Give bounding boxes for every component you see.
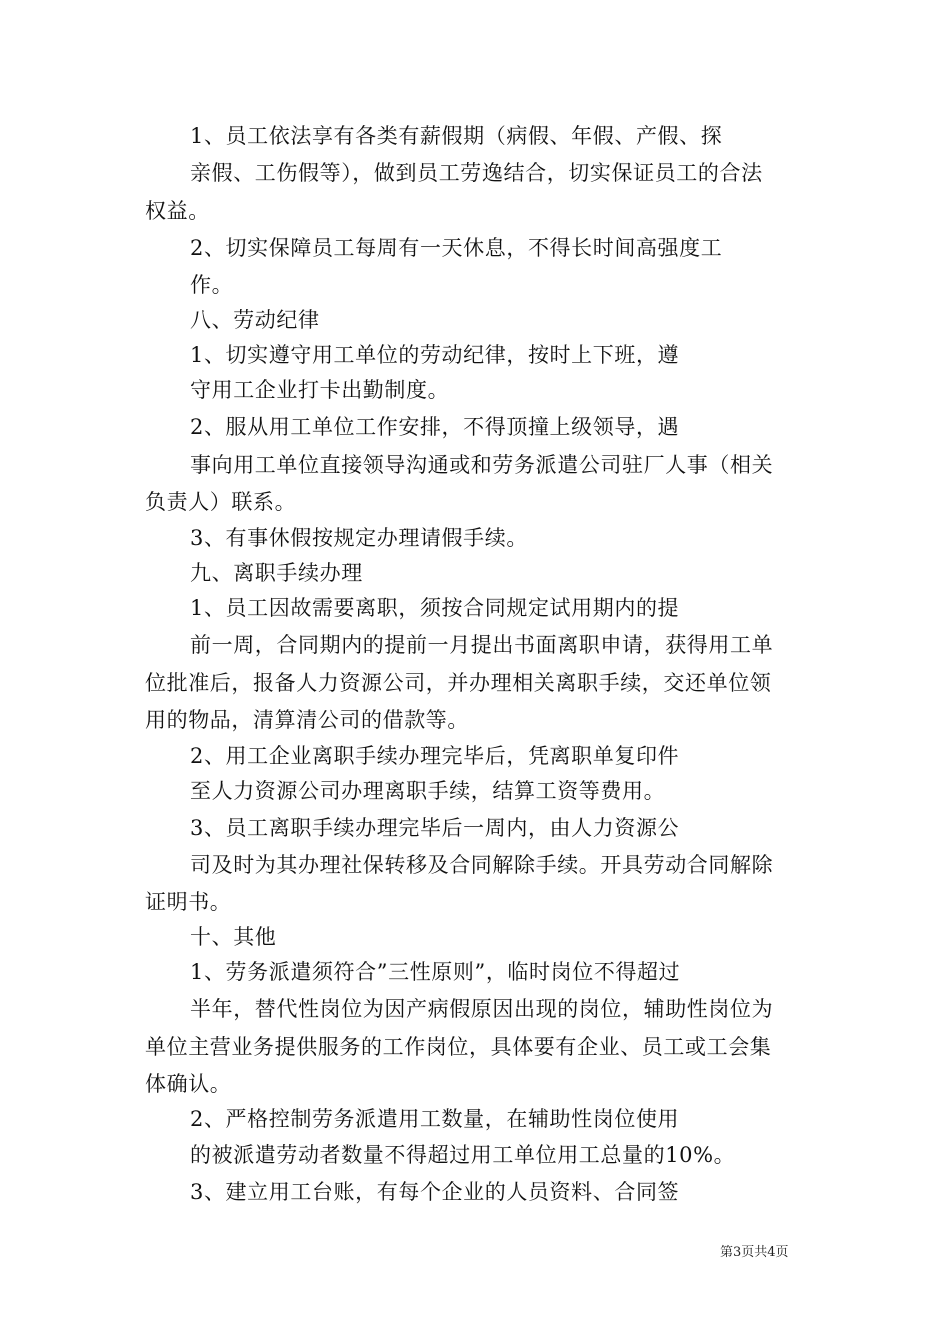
text-line: 1、员工因故需要离职，须按合同规定试用期内的提 [190, 596, 680, 620]
text-line: 作。 [190, 273, 234, 297]
text-line: 负责人）联系。 [145, 490, 297, 514]
text-line: 证明书。 [145, 890, 232, 914]
text-line: 权益。 [145, 199, 210, 223]
text-line: 司及时为其办理社保转移及合同解除手续。开具劳动合同解除 [190, 853, 774, 877]
text-line: 体确认。 [145, 1072, 232, 1096]
text-line: 单位主营业务提供服务的工作岗位，具体要有企业、员工或工会集 [145, 1035, 772, 1059]
text-line: 亲假、工伤假等），做到员工劳逸结合，切实保证员工的合法 [190, 161, 763, 185]
text-line: 至人力资源公司办理离职手续，结算工资等费用。 [190, 779, 666, 803]
text-line: 位批准后，报备人力资源公司，并办理相关离职手续，交还单位领 [145, 671, 772, 695]
text-line: 1、切实遵守用工单位的劳动纪律，按时上下班，遵 [190, 343, 680, 367]
text-line: 2、严格控制劳务派遣用工数量，在辅助性岗位使用 [190, 1107, 680, 1131]
text-line: 2、切实保障员工每周有一天休息，不得长时间高强度工 [190, 236, 723, 260]
text-line: 用的物品，清算清公司的借款等。 [145, 708, 469, 732]
text-line: 1、员工依法享有各类有薪假期（病假、年假、产假、探 [190, 124, 723, 148]
text-line: 1、劳务派遣须符合”三性原则”，临时岗位不得超过 [190, 960, 681, 984]
text-line: 2、服从用工单位工作安排，不得顶撞上级领导，遇 [190, 415, 680, 439]
text-line: 3、员工离职手续办理完毕后一周内，由人力资源公 [190, 816, 680, 840]
text-line: 的被派遣劳动者数量不得超过用工单位用工总量的10%。 [190, 1143, 736, 1167]
text-line: 事向用工单位直接领导沟通或和劳务派遣公司驻厂人事（相关 [190, 453, 774, 477]
text-line: 半年，替代性岗位为因产病假原因出现的岗位，辅助性岗位为 [190, 997, 774, 1021]
section-heading: 八、劳动纪律 [190, 308, 320, 332]
section-heading: 十、其他 [190, 925, 277, 949]
text-line: 2、用工企业离职手续办理完毕后，凭离职单复印件 [190, 744, 680, 768]
page-number: 第3页共4页 [720, 1245, 789, 1260]
text-line: 守用工企业打卡出勤制度。 [190, 378, 450, 402]
text-line: 前一周，合同期内的提前一月提出书面离职申请，获得用工单 [190, 633, 774, 657]
text-line: 3、有事休假按规定办理请假手续。 [190, 526, 528, 550]
section-heading: 九、离职手续办理 [190, 561, 363, 585]
text-line: 3、建立用工台账，有每个企业的人员资料、合同签 [190, 1180, 680, 1204]
